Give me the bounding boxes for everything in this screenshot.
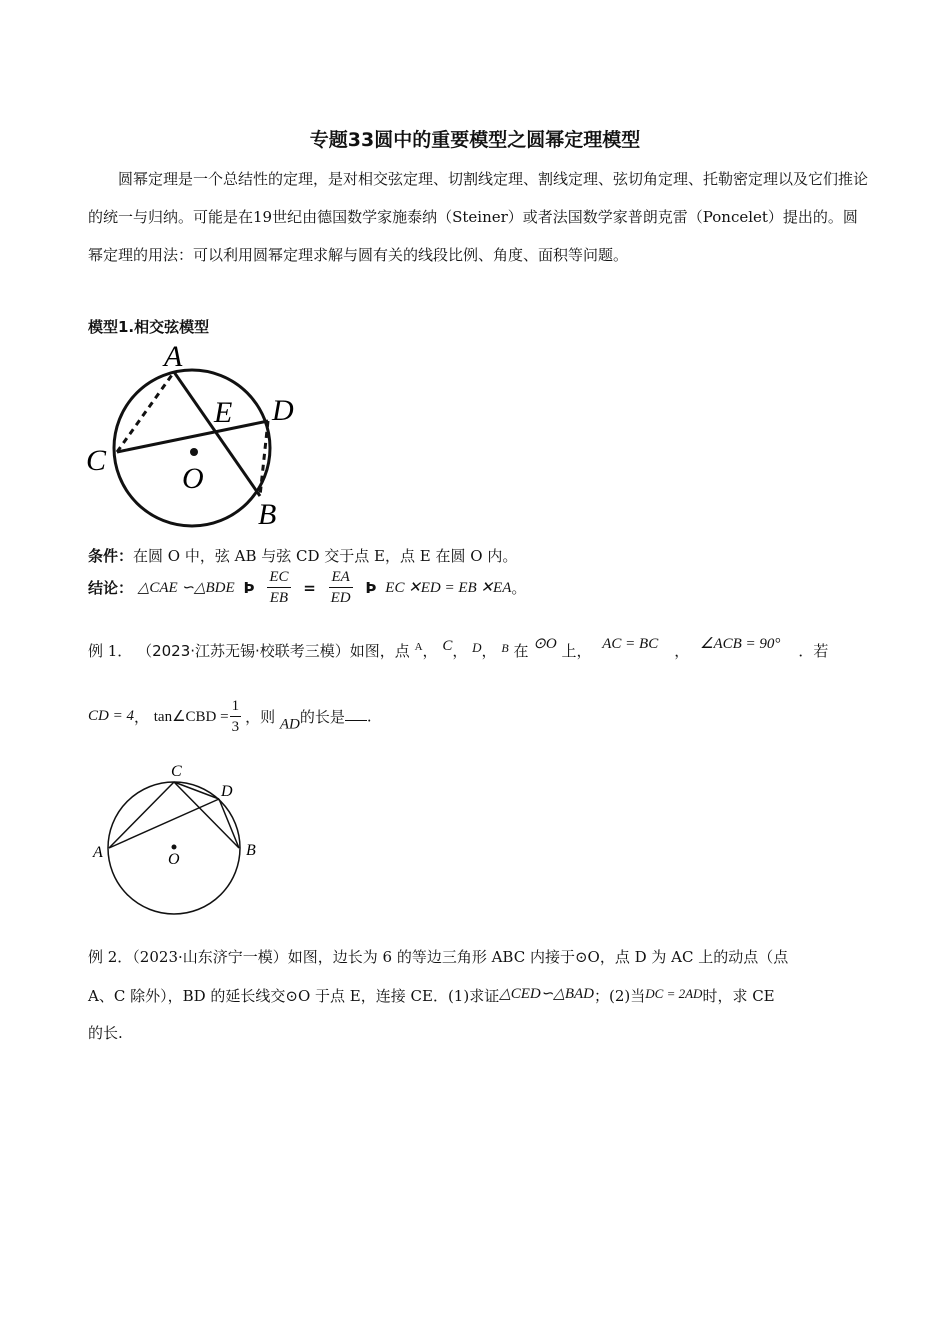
example1-point-a: A [414,641,423,653]
center-dot [190,448,198,456]
model1-heading: 模型1.相交弦模型 [88,318,210,336]
fig2-label-o: O [168,851,180,868]
comma-1: ， [422,642,438,660]
example1-cond-cd: CD = 4 [88,708,134,724]
ratio-ec-eb [267,567,290,608]
example1-on: 在 [513,642,529,660]
example1-cond-angle: ∠ACB = 90° [700,636,781,652]
example2-line2-c: 时，求 CE [702,987,775,1005]
page-title: 专题33圆中的重要模型之圆幂定理模型 [309,129,641,151]
example1-point-d: D [472,640,482,655]
ratio-ec-eb-denominator: EB [269,590,289,606]
comma-5: ， [133,708,149,726]
comma-4: ， [674,642,690,660]
intro-paragraph: 圆幂定理是一个总结性的定理，是对相交弦定理、切割线定理、割线定理、弦切角定理、托勒密定理以及它们推论的统一与归纳。可能是在19世纪由德国数学家施泰纳（Steiner）或者法国数学家普朗克雷（Poncelet）提出的。圆幂定理的用法：可以利用圆幂定理求解与圆有关的线段比例、角度、面积等问题。 [88,170,869,264]
fig2-label-a: A [93,844,103,861]
example1-prefix: 例 1． [88,642,133,660]
tan-value [230,696,242,737]
label-a: A [164,340,183,373]
example1-point-c: C [442,638,453,654]
product-relation: EC ✕ED = EB ✕EA [385,580,512,596]
intersecting-chords-figure [82,338,312,533]
comma-3: ， [481,642,497,660]
label-c: C [86,444,107,477]
segment-ac [109,782,174,848]
example1-ask-suffix: 的长是 [299,708,345,726]
example1-circle: ⊙O [533,636,557,652]
example2-condition: DC = 2AD [645,986,703,1001]
example1-line1 [88,634,828,661]
ratio-ea-ed [329,567,353,608]
example1-cond-tan: tan∠CBD = [153,709,229,725]
label-e: E [214,396,233,429]
center-dot-2 [172,845,177,850]
label-d: D [272,394,294,427]
equals-sign: = [303,578,316,597]
segment-ad [109,799,219,848]
ratio-ea-ed-numerator: EA [329,567,353,588]
example2-line2 [88,984,775,1006]
label-b: B [258,498,277,531]
conclusion-line [88,567,526,608]
implies-symbol-1: Þ [243,578,255,597]
fig2-label-d: D [221,783,233,800]
fig2-label-c: C [171,763,182,780]
example2-line2-b: ；(2)当 [594,987,646,1005]
comma-2: ， [452,642,468,660]
tan-numerator: 1 [230,696,242,717]
answer-blank [345,708,367,721]
segment-cd [174,782,219,799]
fig2-label-b: B [246,842,256,859]
chord-cd [117,421,268,452]
condition-label: 条件： [88,547,134,565]
example1-shang: 上， [561,642,592,660]
example1-ask-end: . [366,707,372,726]
example2-line3: 的长. [88,1024,123,1042]
tan-denominator: 3 [231,719,240,735]
ratio-ec-eb-numerator: EC [267,567,290,588]
example1-ze: ，则 [245,708,276,726]
example1-figure [88,755,278,920]
example1-ask-var: AD [279,716,300,733]
implies-symbol-2: Þ [365,578,377,597]
example1-point-b: B [501,641,509,655]
example1-source: （2023·江苏无锡·校联考三模）如图，点 [137,642,410,660]
ratio-ea-ed-denominator: ED [330,590,351,606]
conclusion-label: 结论： [88,579,134,597]
example1-line2 [88,696,372,737]
example2-line2-a: A、C 除外），BD 的延长线交⊙O 于点 E，连接 CE．(1)求证 [88,987,500,1005]
example2-similar: △CED∽△BAD [499,986,595,1002]
example1-ruo: ．若 [798,642,829,660]
conclusion-end-mark: 。 [511,579,527,597]
condition-line [88,545,517,566]
example1-cond-ac-bc: AC = BC [602,636,659,652]
similar-triangles: △CAE ∽△BDE [137,580,235,596]
example2-line1: 例 2．（2023·山东济宁一模）如图，边长为 6 的等边三角形 ABC 内接于⊙O，点 D 为 AC 上的动点（点 [88,948,789,966]
condition-text: 在圆 O 中，弦 AB 与弦 CD 交于点 E，点 E 在圆 O 内。 [133,547,518,565]
label-o: O [182,462,204,495]
